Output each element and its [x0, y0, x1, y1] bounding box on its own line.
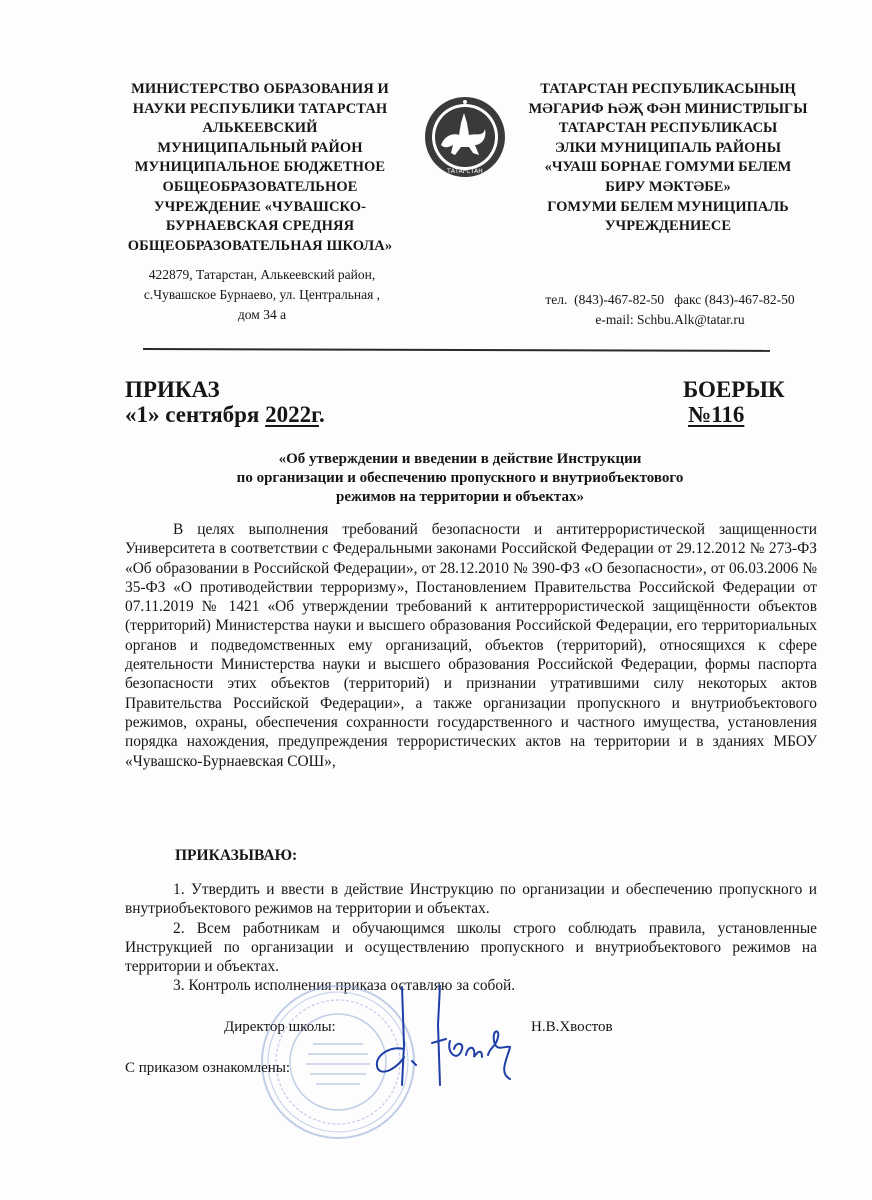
order-subject — [150, 450, 770, 507]
preamble-paragraph: В целях выполнения требований безопасности и антитеррористической защищенности Университета в соответствии с Федеральными законами Российской Федерации от 29.12.2012 № 273-ФЗ «Об образовании в Российской Федерации», от 28.12.2010 № 390-ФЗ «О безопасности», от 06.03.2006 № 35-ФЗ «О противодействии терроризму», Постановлением Правительства Российской Федерации от 07.11.2019 № 1421 «Об утверждении требований к антитеррористической защищённости объектов (территорий) Министерства науки и высшего образования Российской Федерации, его территориальных органов и подведомственных ему организаций, объектов (территорий), относящихся к сфере деятельности Министерства науки и высшего образования Российской Федерации, формы паспорта безопасности этих объектов (территорий) и признании утратившими силу некоторых актов Правительства Российской Федерации», а также организации пропускного и внутриобъектового режимов, охраны, обеспечения сохранности государственного и частного имущества, установления порядка нахождения, предупреждения террористических актов на территории и в зданиях МБОУ «Чувашско-Бурнаевская СОШ», — [125, 521, 817, 770]
address-line: 422879, Татарстан, Алькеевский район, — [148, 267, 376, 282]
order-heading: ПРИКАЗЫВАЮ: — [175, 847, 298, 864]
org-line: ГОМУМИ БЕЛЕМ МУНИЦИПАЛЬ — [547, 198, 789, 215]
org-line: МУНИЦИПАЛЬНОЕ БЮДЖЕТНОЕ — [134, 159, 386, 176]
date-day-month: «1» сентября — [125, 402, 266, 427]
org-line: МӘГАРИФ ҺӘҖ ФӘН МИНИСТРЛЫГЫ — [528, 100, 808, 117]
order-date — [125, 402, 325, 428]
org-line: БУРНАЕВСКАЯ СРЕДНЯЯ — [165, 218, 355, 235]
order-item: 1. Утвердить и ввести в действие Инструкцию по организации и обеспечению пропускного и внутриобъектового режимов на территории и объектах. — [125, 881, 817, 918]
subject-line: по организации и обеспечению пропускного и внутриобъектового — [236, 470, 684, 486]
org-line: МИНИСТЕРСТВО ОБРАЗОВАНИЯ И — [131, 81, 389, 97]
org-line: ОБЩЕОБРАЗОВАТЕЛЬНОЕ — [162, 178, 358, 195]
director-name: Н.В.Хвостов — [531, 1019, 613, 1035]
order-title-russian: ПРИКАЗ — [125, 377, 220, 402]
acquainted-label: С приказом ознакомлены: — [125, 1060, 291, 1076]
order-item: 2. Всем работникам и обучающимся школы строго соблюдать правила, установленные Инструкцией по организации и осуществлению пропускного и внутриобъектового режимов на территории и объектах. — [125, 919, 817, 976]
order-item: 3. Контроль исполнения приказа оставляю за собой. — [173, 977, 516, 995]
contact-info — [500, 290, 840, 330]
org-line: УЧРЕЖДЕНИЕСЕ — [604, 218, 732, 235]
org-line: БИРУ МӘКТӘБЕ» — [605, 178, 731, 195]
org-line: УЧРЕЖДЕНИЕ «ЧУВАШСКО- — [153, 198, 367, 215]
header-divider — [143, 348, 770, 352]
order-number: №116 — [688, 402, 745, 427]
order-title-tatar: БОЕРЫК — [683, 377, 785, 402]
address-line: дом 34 а — [237, 307, 287, 322]
email-line: e-mail: Schbu.Alk@tatar.ru — [595, 312, 745, 327]
phone-fax-line: тел. (843)-467-82-50 факс (843)-467-82-50 — [545, 292, 795, 307]
org-line: АЛЬКЕЕВСКИЙ — [202, 120, 318, 137]
org-line: ОБЩЕОБРАЗОВАТЕЛЬНАЯ ШКОЛА» — [127, 237, 393, 254]
org-line: НАУКИ РЕСПУБЛИКИ ТАТАРСТАН — [132, 100, 388, 117]
subject-line: режимов на территории и объектах» — [336, 489, 584, 505]
org-name-russian — [112, 80, 408, 256]
order-preamble — [125, 520, 817, 771]
order-items — [125, 880, 817, 996]
signature-icon — [350, 985, 550, 1095]
date-year: 2022г — [265, 402, 319, 427]
postal-address — [112, 265, 412, 325]
org-line: «ЧУАШ БОРНАЕ ГОМУМИ БЕЛЕМ — [544, 159, 792, 176]
address-line: с.Чувашское Бурнаево, ул. Центральная , — [143, 287, 381, 302]
tatarstan-emblem-icon — [421, 93, 509, 181]
subject-line: «Об утверждении и введении в действие Инструкции — [278, 451, 642, 467]
svg-text:ТАТАРСТАН: ТАТАРСТАН — [447, 168, 483, 175]
org-line: ТАТАРСТАН РЕСПУБЛИКАСЫНЫҢ — [540, 81, 796, 97]
org-line: ЭЛКИ МУНИЦИПАЛЬ РАЙОНЫ — [555, 139, 781, 156]
org-name-tatar — [520, 80, 816, 237]
director-label: Директор школы: — [224, 1019, 336, 1035]
date-suffix: . — [318, 402, 325, 427]
org-line: ТАТАРСТАН РЕСПУБЛИКАСЫ — [558, 120, 778, 137]
org-line: МУНИЦИПАЛЬНЫЙ РАЙОН — [157, 139, 363, 156]
